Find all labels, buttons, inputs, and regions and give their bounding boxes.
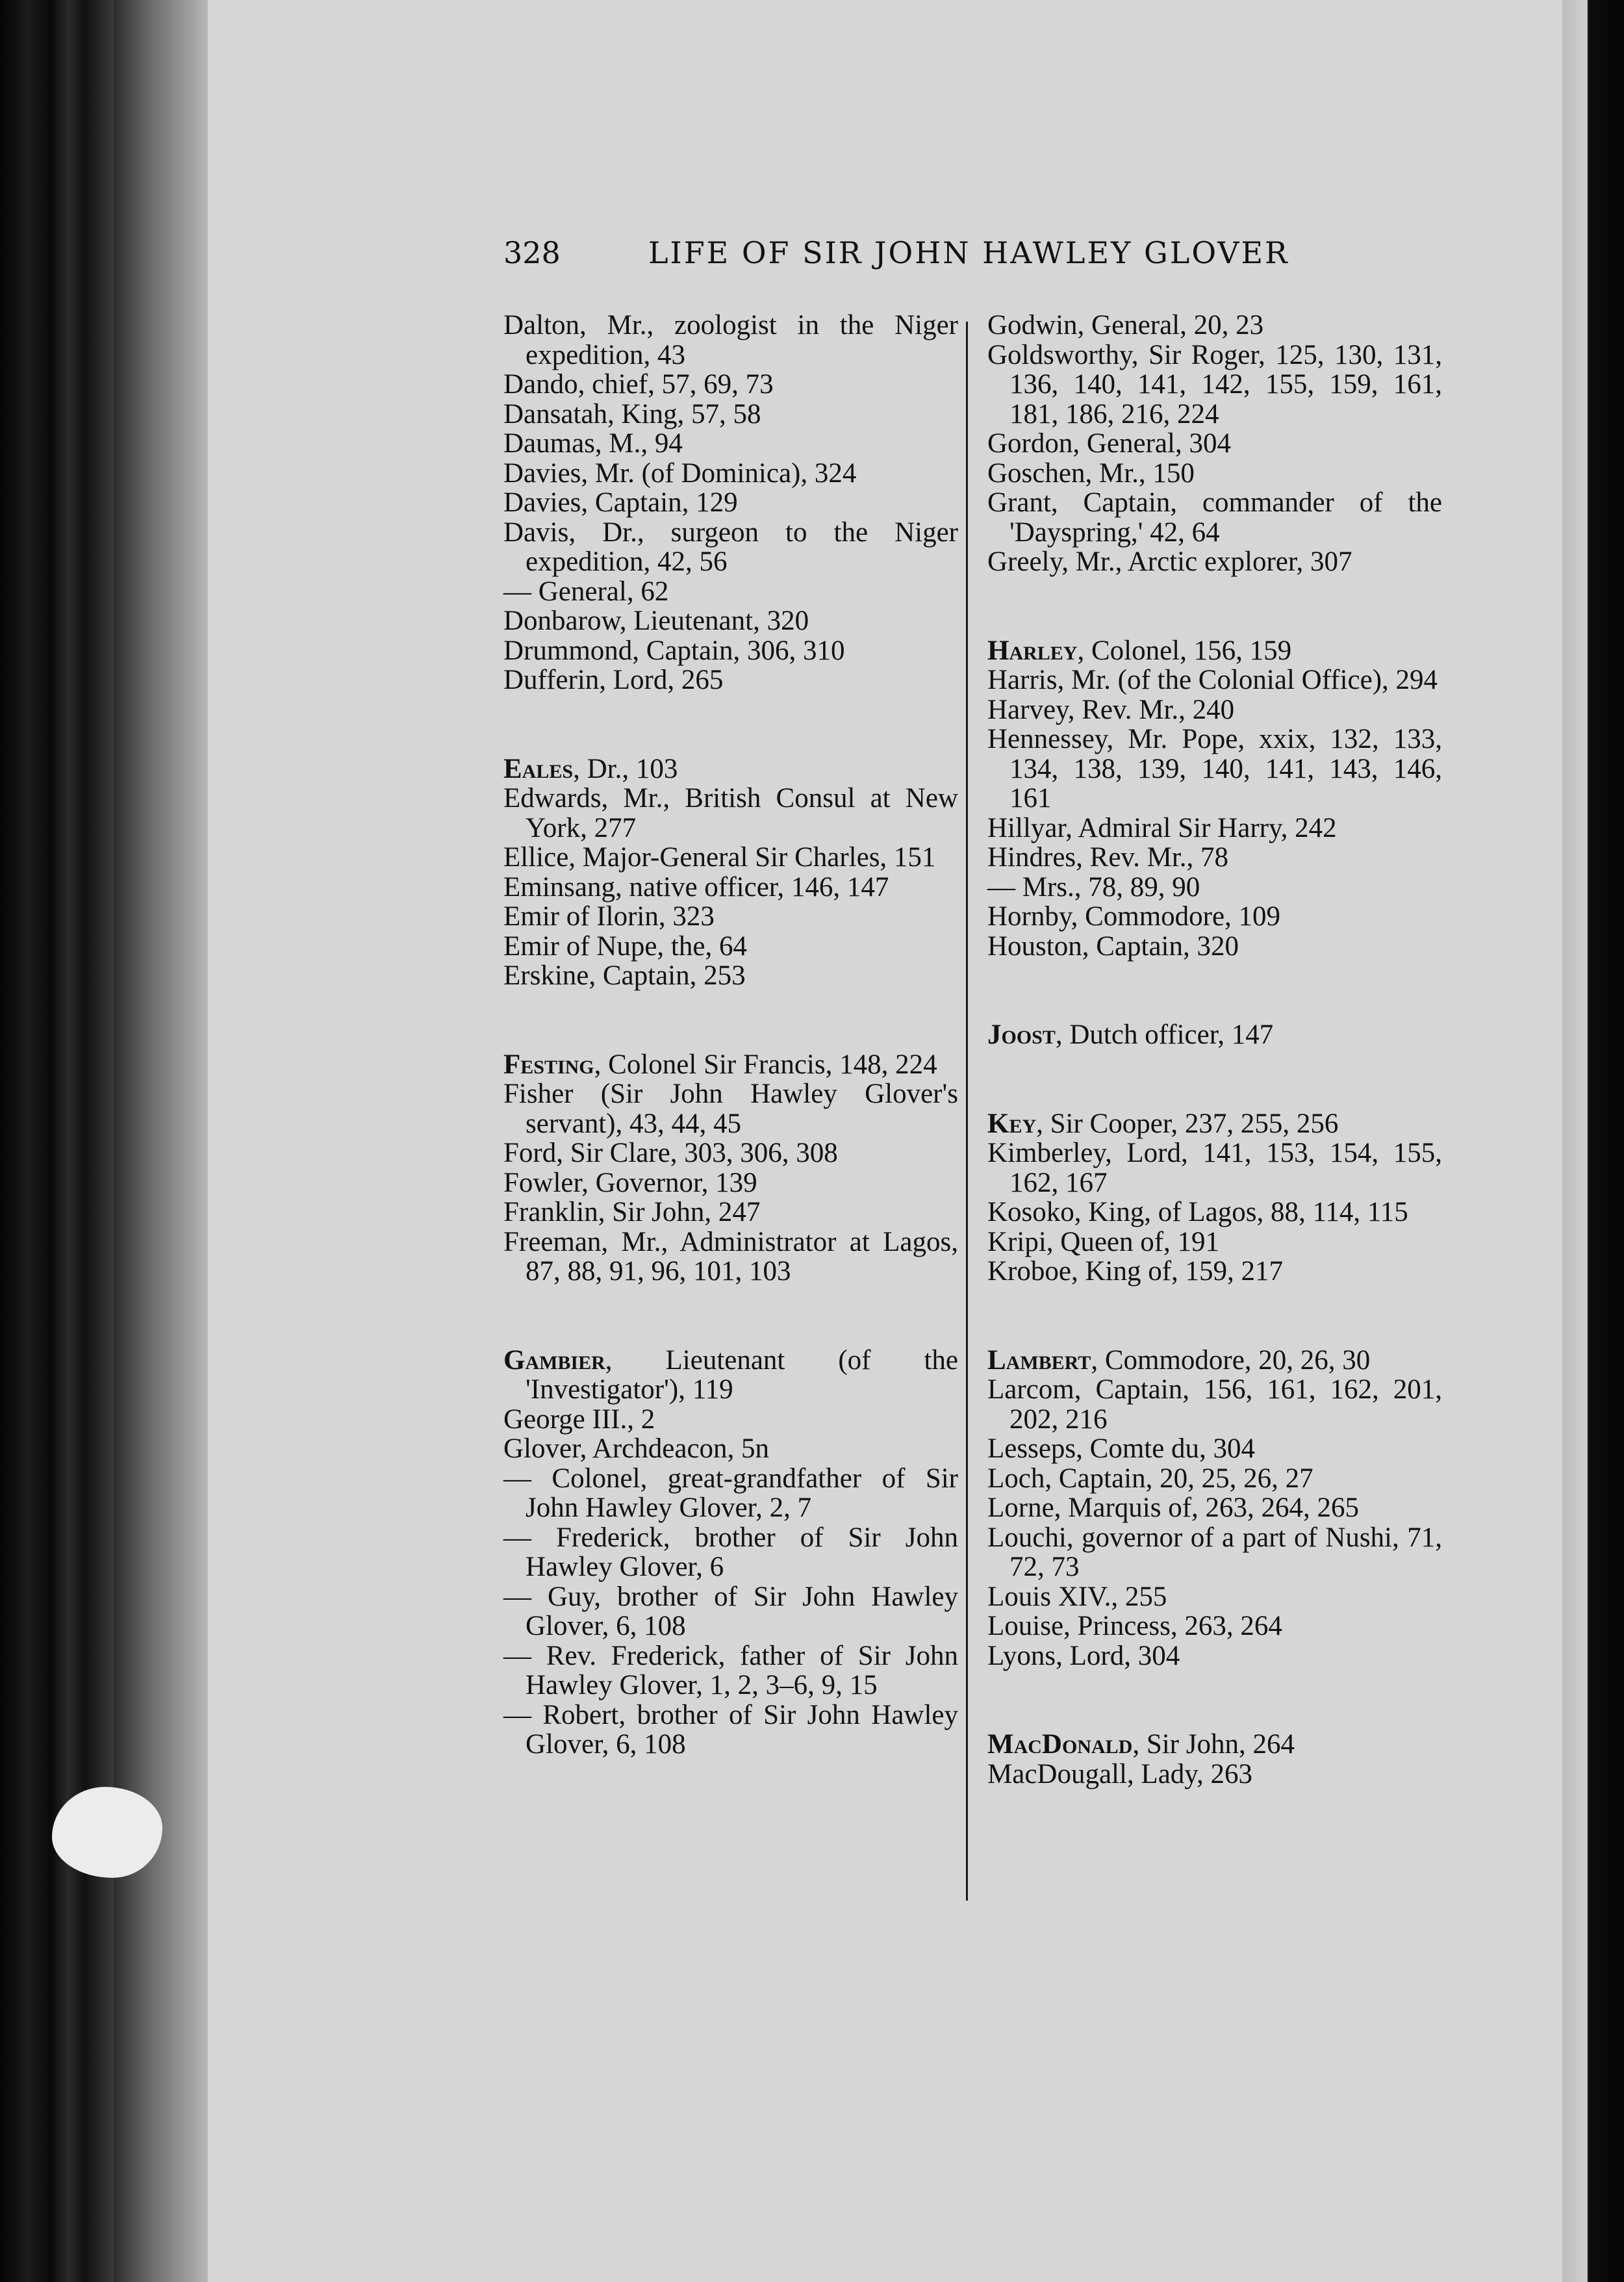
index-entry: Joost, Dutch officer, 147 (987, 1019, 1274, 1050)
index-entry: Louchi, governor of a part of Nushi, 71, 72, 73 (987, 1522, 1442, 1582)
index-entry: Dalton, Mr., zoologist in the Niger expedition, 43 (503, 310, 958, 370)
index-entry: — Mrs., 78, 89, 90 (987, 871, 1200, 903)
index-entry: Fowler, Governor, 139 (503, 1167, 757, 1198)
index-entry: Louise, Princess, 263, 264 (987, 1611, 1282, 1641)
index-entry: Hennessey, Mr. Pope, xxix, 132, 133, 134, 138, 139, 140, 141, 143, 146, 161 (987, 724, 1442, 814)
index-letter-group (503, 1346, 958, 1760)
index-entry: Dufferin, Lord, 265 (503, 665, 724, 695)
index-entry: — Frederick, brother of Sir John Hawley Glover, 6 (503, 1522, 958, 1582)
index-entry: Drummond, Captain, 306, 310 (503, 635, 845, 666)
index-column-right (987, 311, 1442, 1789)
index-entry: Glover, Archdeacon, 5n (503, 1433, 770, 1464)
index-letter-group (987, 311, 1442, 577)
index-entry: Eales, Dr., 103 (503, 753, 678, 784)
index-entry: — Guy, brother of Sir John Hawley Glover, 6, 108 (503, 1581, 958, 1641)
index-entry: Hornby, Commodore, 109 (987, 901, 1281, 932)
index-entry: Dando, chief, 57, 69, 73 (503, 369, 774, 400)
index-entry: Kroboe, King of, 159, 217 (987, 1256, 1284, 1287)
letter-group-gap (503, 991, 958, 1050)
index-entry: Davies, Captain, 129 (503, 487, 738, 518)
letter-group-gap (987, 1287, 1442, 1346)
index-entry: Hindres, Rev. Mr., 78 (987, 842, 1229, 873)
index-entry: Emir of Nupe, the, 64 (503, 930, 747, 962)
page-gutter (114, 0, 218, 2282)
index-entry: George III., 2 (503, 1404, 655, 1435)
index-entry: Key, Sir Cooper, 237, 255, 256 (987, 1108, 1339, 1139)
index-headword: Joost (987, 1019, 1056, 1050)
index-entry: Daumas, M., 94 (503, 428, 683, 459)
index-letter-group (987, 1109, 1442, 1287)
index-entry: Lyons, Lord, 304 (987, 1640, 1180, 1671)
index-letter-group (987, 1730, 1442, 1789)
index-entry: Eminsang, native officer, 146, 147 (503, 871, 889, 903)
index-column-left (503, 311, 958, 1760)
index-entry: Emir of Ilorin, 323 (503, 901, 715, 932)
index-letter-group (503, 311, 958, 695)
index-entry: Lambert, Commodore, 20, 26, 30 (987, 1344, 1371, 1376)
letter-group-gap (987, 1050, 1442, 1109)
index-entry: Edwards, Mr., British Consul at New York, 277 (503, 783, 958, 843)
index-entry: MacDougall, Lady, 263 (987, 1758, 1252, 1789)
index-entry: Davies, Mr. (of Dominica), 324 (503, 457, 857, 489)
page-number: 328 (503, 235, 561, 270)
facing-page-edge (1562, 0, 1624, 2282)
index-entry: Loch, Captain, 20, 25, 26, 27 (987, 1463, 1313, 1494)
index-entry: Godwin, General, 20, 23 (987, 310, 1264, 340)
index-entry: Goldsworthy, Sir Roger, 125, 130, 131, 136, 140, 141, 142, 155, 159, 161, 181, 186, 216, 224 (987, 339, 1442, 429)
index-entry: Fisher (Sir John Hawley Glover's servant), 43, 44, 45 (503, 1079, 958, 1139)
index-entry: Freeman, Mr., Administrator at Lagos, 87, 88, 91, 96, 101, 103 (503, 1226, 958, 1287)
index-entry: Erskine, Captain, 253 (503, 960, 746, 991)
index-entry: Kosoko, King, of Lagos, 88, 114, 115 (987, 1197, 1408, 1227)
index-entry: Ford, Sir Clare, 303, 306, 308 (503, 1138, 838, 1168)
index-entry: Greely, Mr., Arctic explorer, 307 (987, 546, 1352, 577)
index-letter-group (503, 1050, 958, 1287)
index-entry: Ellice, Major-General Sir Charles, 151 (503, 842, 936, 873)
index-entry: Festing, Colonel Sir Francis, 148, 224 (503, 1049, 937, 1080)
letter-group-gap (503, 1287, 958, 1346)
index-entry: — Robert, brother of Sir John Hawley Glover, 6, 108 (503, 1699, 958, 1760)
index-entry: Davis, Dr., surgeon to the Niger expedition, 42, 56 (503, 517, 958, 577)
index-entry: Houston, Captain, 320 (987, 930, 1239, 962)
index-headword: Gambier (503, 1344, 605, 1376)
index-entry: Louis XIV., 255 (987, 1581, 1167, 1612)
index-headword: Eales (503, 753, 574, 784)
index-headword: Key (987, 1108, 1037, 1139)
index-entry: Dansatah, King, 57, 58 (503, 398, 761, 429)
index-entry: Gordon, General, 304 (987, 428, 1231, 459)
index-entry: Goschen, Mr., 150 (987, 457, 1195, 489)
index-letter-group (987, 1346, 1442, 1671)
index-entry: — Colonel, great-grandfather of Sir John Hawley Glover, 2, 7 (503, 1463, 958, 1523)
index-entry: Gambier, Lieutenant (of the 'Investigator'), 119 (503, 1344, 958, 1405)
index-entry: Harris, Mr. (of the Colonial Office), 294 (987, 665, 1438, 695)
index-headword: Lambert (987, 1344, 1091, 1376)
index-entry: — General, 62 (503, 576, 669, 607)
index-entry: Franklin, Sir John, 247 (503, 1197, 761, 1227)
index-letter-group (503, 754, 958, 991)
paper-blot (52, 1787, 162, 1878)
index-entry: Lorne, Marquis of, 263, 264, 265 (987, 1493, 1360, 1523)
index-entry: Kripi, Queen of, 191 (987, 1226, 1220, 1257)
index-letter-group (987, 636, 1442, 962)
column-divider (966, 322, 968, 1901)
index-entry: Kimberley, Lord, 141, 153, 154, 155, 162, 167 (987, 1138, 1442, 1198)
index-entry: Donbarow, Lieutenant, 320 (503, 606, 809, 636)
book-binding (0, 0, 114, 2282)
letter-group-gap (503, 695, 958, 754)
letter-group-gap (987, 961, 1442, 1020)
index-entry: Harley, Colonel, 156, 159 (987, 635, 1292, 666)
index-entry: Lesseps, Comte du, 304 (987, 1433, 1256, 1464)
index-headword: MacDonald (987, 1729, 1133, 1760)
index-entry: — Rev. Frederick, father of Sir John Hawley Glover, 1, 2, 3–6, 9, 15 (503, 1640, 958, 1700)
index-letter-group (987, 1020, 1442, 1050)
running-title: LIFE OF SIR JOHN HAWLEY GLOVER (648, 235, 1289, 270)
letter-group-gap (987, 577, 1442, 636)
index-headword: Festing (503, 1049, 594, 1080)
index-headword: Harley (987, 635, 1078, 666)
index-entry: Larcom, Captain, 156, 161, 162, 201, 202, 216 (987, 1374, 1442, 1435)
index-entry: Harvey, Rev. Mr., 240 (987, 694, 1235, 725)
index-entry: Hillyar, Admiral Sir Harry, 242 (987, 812, 1337, 843)
index-entry: MacDonald, Sir John, 264 (987, 1729, 1295, 1760)
letter-group-gap (987, 1671, 1442, 1730)
index-entry: Grant, Captain, commander of the 'Dayspring,' 42, 64 (987, 487, 1442, 548)
